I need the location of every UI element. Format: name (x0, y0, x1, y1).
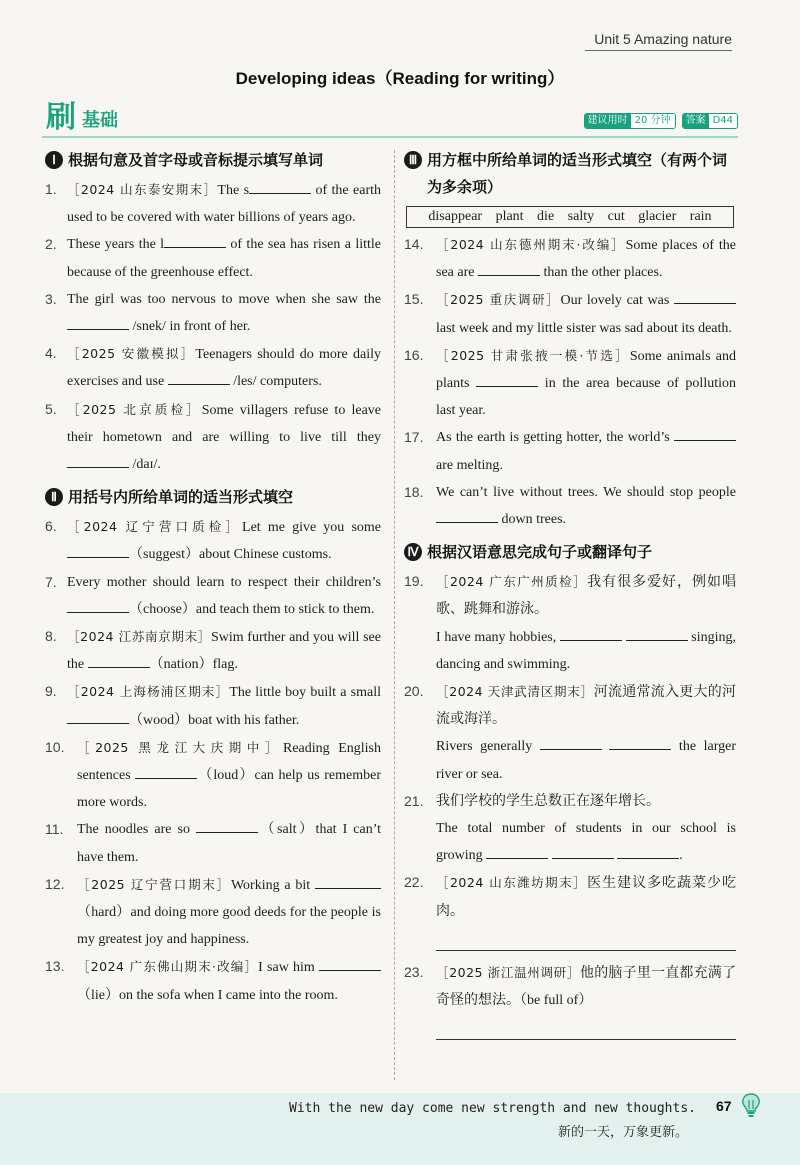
question-number: 13. (45, 958, 65, 975)
section-heading (404, 539, 736, 566)
question-source: ［2024 天津武清区期末］ (436, 684, 594, 700)
answer-label: 答案 (683, 113, 709, 129)
section-heading (45, 147, 381, 174)
question-number: 22. (404, 874, 424, 891)
answer-blank[interactable] (315, 875, 381, 889)
question-text: These years the l (67, 237, 165, 253)
question-text: Teenagers should do more daily exercises and use (67, 347, 381, 390)
page-number: 67 (716, 1098, 732, 1114)
section-heading (45, 484, 381, 511)
answer-blank[interactable] (67, 710, 129, 724)
answer-blank[interactable] (486, 845, 548, 859)
answer-blank[interactable] (168, 371, 230, 385)
question-text: （loud）can help us remember more words. (77, 768, 381, 811)
question-text: . (679, 848, 683, 864)
answer-blank[interactable] (67, 316, 129, 330)
question-text: The total number of students in our school is growing (436, 821, 736, 864)
answer-blank[interactable] (436, 509, 498, 523)
question-number: 6. (45, 518, 57, 535)
question-source: ［2024 广东广州质检］ (436, 574, 588, 590)
question-11 (45, 816, 381, 870)
question-text: Some villagers refuse to leave their hometown and are willing to live till they (67, 402, 381, 445)
answer-blank[interactable] (67, 454, 129, 468)
question-number: 4. (45, 345, 57, 362)
question-text: Swim further and you will see the (67, 630, 381, 673)
question-source: ［2025 辽宁营口期末］ (77, 876, 231, 892)
question-21 (404, 788, 736, 870)
question-12 (45, 871, 381, 954)
question-text: Let me give you some (242, 520, 381, 536)
answer-blank[interactable] (626, 627, 688, 641)
answer-blank[interactable] (560, 627, 622, 641)
left-column (45, 145, 381, 1009)
question-text: Some places of the sea are (436, 238, 736, 281)
unit-header: Unit 5 Amazing nature (594, 31, 732, 47)
banner-meta (584, 113, 738, 129)
question-number: 16. (404, 346, 424, 363)
question-source: ［2025 重庆调研］ (436, 292, 561, 308)
section-title: 根据汉语意思完成句子或翻译句子 (427, 543, 653, 562)
question-4 (45, 340, 381, 395)
chinese-prompt: 医生建议多吃蔬菜少吃肉。 (436, 875, 736, 919)
section-banner (42, 100, 738, 138)
question-2 (45, 231, 381, 285)
question-source: ［2025 北京质检］ (67, 401, 202, 417)
answer-line[interactable] (436, 1024, 736, 1040)
question-number: 3. (45, 290, 57, 307)
section-number: Ⅳ (404, 543, 422, 561)
chinese-prompt: 我有很多爱好，例如唱歌、跳舞和游泳。 (436, 574, 736, 618)
question-text: （nation）flag. (149, 657, 238, 673)
section-number: Ⅱ (45, 488, 63, 506)
section-heading (404, 147, 736, 201)
question-text: I have many hobbies, (436, 629, 560, 645)
footer-quote-chinese: 新的一天，万象更新。 (557, 1125, 688, 1140)
question-text: in the area because of pollution last year. (436, 376, 736, 419)
question-number: 14. (404, 236, 424, 252)
column-divider (394, 150, 395, 1080)
answer-blank[interactable] (67, 599, 129, 613)
question-source: ［2025 甘肃张掖一模·节选］ (436, 347, 630, 363)
answer-line[interactable] (436, 935, 736, 951)
question-source: ［2024 上海杨浦区期末］ (67, 684, 230, 700)
answer-blank[interactable] (88, 654, 150, 668)
question-13 (45, 953, 381, 1008)
question-16 (404, 342, 736, 425)
question-text: I saw him (258, 960, 319, 976)
question-text: singing, dancing and swimming. (436, 629, 737, 672)
question-text: down trees. (498, 512, 567, 528)
answer-blank[interactable] (164, 234, 226, 248)
question-20 (404, 678, 736, 788)
question-5 (45, 396, 381, 479)
question-hint: （be full of） (520, 993, 593, 1009)
question-number: 8. (45, 628, 57, 645)
question-number: 5. (45, 400, 57, 417)
section-number: Ⅰ (45, 151, 63, 169)
question-number: 9. (45, 683, 57, 700)
answer-blank[interactable] (476, 373, 538, 387)
question-number: 21. (404, 792, 424, 809)
question-9 (45, 678, 381, 733)
question-source: ［2024 江苏南京期末］ (67, 629, 211, 645)
question-text: The girl was too nervous to move when she saw the (67, 291, 381, 307)
question-number: 10. (45, 738, 65, 755)
question-text: （hard）and doing more good deeds for the people is my greatest joy and happiness. (77, 905, 381, 948)
answer-blank[interactable] (617, 845, 679, 859)
question-number: 17. (404, 429, 424, 446)
question-text: As the earth is getting hotter, the world’s (436, 430, 674, 446)
question-text: （wood）boat with his father. (129, 712, 300, 728)
chinese-prompt: 河流通常流入更大的河流或海洋。 (436, 684, 736, 728)
question-text: /snek/ in front of her. (129, 319, 251, 335)
header-rule (585, 50, 732, 51)
question-10 (45, 734, 381, 817)
section-title: 用括号内所给单词的适当形式填空 (68, 488, 294, 507)
question-text: （salt）that I can’t have them. (77, 822, 381, 865)
answer-blank[interactable] (540, 736, 602, 750)
section-number: Ⅲ (404, 151, 422, 169)
question-source: ［2024 山东泰安期末］ (67, 182, 218, 197)
question-number: 12. (45, 875, 65, 892)
question-6 (45, 513, 381, 568)
answer-blank[interactable] (552, 845, 614, 859)
question-text: than the other places. (539, 265, 663, 281)
question-number: 2. (45, 236, 57, 253)
question-text: Every mother should learn to respect their children’s (67, 574, 381, 590)
question-number: 1. (45, 181, 57, 197)
answer-blank[interactable] (196, 819, 258, 833)
time-label: 建议用时 (585, 113, 631, 129)
question-number: 11. (45, 821, 64, 838)
question-15 (404, 286, 736, 341)
question-source: ［2024 山东潍坊期末］ (436, 875, 588, 891)
question-text: the larger river or sea. (436, 739, 736, 782)
question-8 (45, 623, 381, 678)
question-number: 18. (404, 483, 424, 500)
answer-blank[interactable] (674, 290, 736, 304)
question-text: The little boy built a small (229, 685, 381, 701)
question-source: ［2025 浙江温州调研］ (436, 964, 581, 980)
question-1 (45, 176, 381, 231)
question-source: ［2024 辽宁营口质检］ (67, 519, 243, 535)
question-number: 15. (404, 291, 424, 308)
question-number: 20. (404, 683, 424, 700)
question-22 (404, 869, 736, 950)
banner-logo: 刷 (46, 100, 75, 135)
question-text: Rivers generally (436, 739, 540, 755)
question-text: Some animals and plants (436, 348, 736, 392)
right-column (404, 145, 736, 1048)
question-text: /daɪ/. (129, 457, 161, 473)
question-23 (404, 959, 736, 1040)
lightbulb-icon (740, 1092, 762, 1118)
question-text: Our lovely cat was (560, 293, 674, 309)
section-title: 用方框中所给单词的适当形式填空（有两个词为多余项） (427, 151, 728, 196)
page-title: Developing ideas（Reading for writing） (235, 69, 565, 88)
question-text: are melting. (436, 457, 503, 473)
question-text: The noodles are so (77, 822, 196, 838)
time-value: 20 分钟 (631, 113, 675, 129)
answer-tag (682, 113, 738, 129)
question-number: 19. (404, 573, 424, 590)
answer-blank[interactable] (319, 957, 381, 971)
question-number: 7. (45, 573, 57, 590)
question-text: The s (217, 183, 250, 198)
section-title: 根据句意及首字母或音标提示填写单词 (68, 151, 324, 169)
chinese-prompt: 他的脑子里一直都充满了奇怪的想法。 (436, 964, 736, 1009)
question-18 (404, 479, 736, 533)
question-7 (45, 569, 381, 623)
answer-value: D44 (709, 113, 737, 129)
question-text: Reading English sentences (77, 740, 381, 784)
chinese-prompt: 我们学校的学生总数正在逐年增长。 (436, 792, 660, 809)
question-text: We can’t live without trees. We should stop people (436, 484, 736, 500)
answer-blank[interactable] (478, 262, 540, 276)
footer-quote: With the new day come new strength and new thoughts. (289, 1101, 696, 1116)
question-3 (45, 286, 381, 340)
word-bank: disappear plant die salty cut glacier rain (406, 206, 734, 228)
question-text: （choose）and teach them to stick to them. (129, 601, 375, 617)
answer-blank[interactable] (249, 180, 311, 194)
question-17 (404, 424, 736, 478)
question-number: 23. (404, 963, 424, 980)
question-source: ［2025 黑龙江大庆期中］ (77, 739, 283, 755)
question-19 (404, 568, 736, 678)
question-text: Working a bit (230, 877, 315, 893)
question-14 (404, 231, 736, 286)
answer-blank[interactable] (609, 736, 671, 750)
question-text: of the earth used to be covered with water billions of years ago. (67, 183, 382, 226)
question-text: last week and my little sister was sad about its death. (436, 320, 732, 336)
question-source: ［2025 安徽模拟］ (67, 346, 196, 362)
question-source: ［2024 广东佛山期末·改编］ (77, 959, 259, 975)
question-text: of the sea has risen a little because of the greenhouse effect. (67, 237, 381, 280)
question-text: （suggest）about Chinese customs. (129, 547, 332, 563)
question-source: ［2024 山东德州期末·改编］ (436, 237, 626, 252)
banner-subtitle: 基础 (82, 110, 118, 131)
question-text: /les/ computers. (229, 374, 322, 390)
time-tag (584, 113, 676, 129)
answer-blank[interactable] (674, 427, 736, 441)
answer-blank[interactable] (67, 544, 129, 558)
answer-blank[interactable] (135, 765, 197, 779)
question-text: （lie）on the sofa when I came into the room. (77, 987, 338, 1003)
